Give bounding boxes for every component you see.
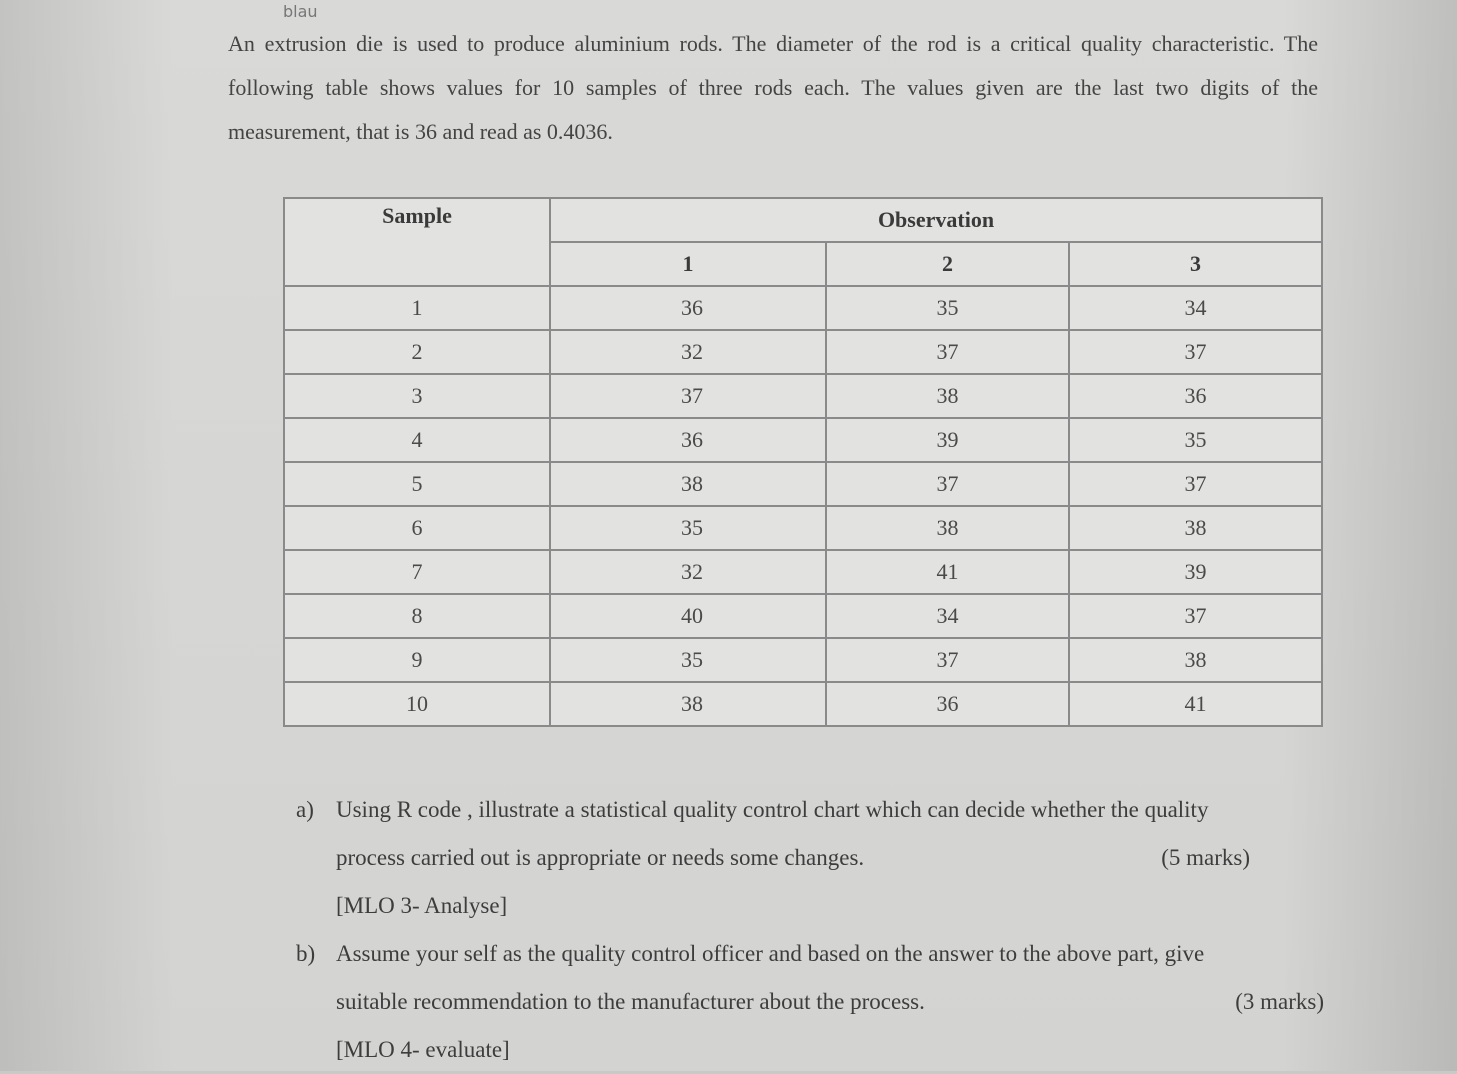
obs1-cell: 36: [550, 286, 826, 330]
observation-col-1: 1: [550, 242, 826, 286]
question-b-line1: Assume your self as the quality control officer and based on the answer to the above part, give: [336, 941, 1205, 966]
table-row: [284, 638, 1322, 682]
question-b-line2: suitable recommendation to the manufacturer about the process.: [336, 989, 925, 1014]
sample-cell: 7: [284, 550, 550, 594]
table-row: [284, 506, 1322, 550]
obs3-cell: 37: [1069, 330, 1322, 374]
question-a-label: a): [296, 797, 314, 822]
obs1-cell: 35: [550, 638, 826, 682]
obs2-cell: 34: [826, 594, 1069, 638]
obs3-cell: 41: [1069, 682, 1322, 726]
obs3-cell: 37: [1069, 462, 1322, 506]
obs1-cell: 38: [550, 682, 826, 726]
obs2-cell: 37: [826, 462, 1069, 506]
obs3-cell: 36: [1069, 374, 1322, 418]
obs2-cell: 37: [826, 330, 1069, 374]
obs3-cell: 38: [1069, 638, 1322, 682]
sample-header: Sample: [284, 198, 550, 286]
measurement-table: [283, 197, 1323, 727]
sample-cell: 1: [284, 286, 550, 330]
observation-header: Observation: [550, 198, 1322, 242]
obs3-cell: 37: [1069, 594, 1322, 638]
question-b-label: b): [296, 941, 316, 966]
sample-cell: 8: [284, 594, 550, 638]
question-b-line2-wrapper: [336, 978, 1346, 1026]
sample-cell: 6: [284, 506, 550, 550]
question-a-line2: process carried out is appropriate or needs some changes.: [336, 845, 865, 870]
sample-cell: 10: [284, 682, 550, 726]
questions-section: [296, 786, 1346, 1074]
question-a: [296, 786, 1346, 930]
question-a-line1: Using R code , illustrate a statistical quality control chart which can decide whether the quality: [336, 797, 1209, 822]
table-row: [284, 330, 1322, 374]
sample-cell: 4: [284, 418, 550, 462]
obs1-cell: 40: [550, 594, 826, 638]
observation-col-2: 2: [826, 242, 1069, 286]
obs2-cell: 37: [826, 638, 1069, 682]
header-note: blau: [283, 2, 318, 21]
obs1-cell: 35: [550, 506, 826, 550]
table-header-row: [284, 198, 1322, 242]
question-b-mlo: [MLO 4- evaluate]: [336, 1037, 510, 1062]
table-row: [284, 682, 1322, 726]
table-row: [284, 418, 1322, 462]
question-b-marks: (3 marks): [1235, 989, 1324, 1014]
question-a-line2-wrapper: [336, 834, 1346, 882]
obs1-cell: 36: [550, 418, 826, 462]
table-row: [284, 462, 1322, 506]
sample-cell: 5: [284, 462, 550, 506]
table-row: [284, 286, 1322, 330]
obs1-cell: 38: [550, 462, 826, 506]
question-a-mlo: [MLO 3- Analyse]: [336, 893, 508, 918]
question-b: [296, 930, 1346, 1074]
intro-paragraph: An extrusion die is used to produce aluminium rods. The diameter of the rod is a critical quality characteristic. The following table shows values for 10 samples of three rods each. The values given are the last two digits of the measurement, that is 36 and read as 0.4036.: [228, 31, 1318, 144]
obs3-cell: 34: [1069, 286, 1322, 330]
obs2-cell: 39: [826, 418, 1069, 462]
obs2-cell: 38: [826, 374, 1069, 418]
obs1-cell: 37: [550, 374, 826, 418]
obs1-cell: 32: [550, 330, 826, 374]
sample-cell: 2: [284, 330, 550, 374]
obs3-cell: 35: [1069, 418, 1322, 462]
obs2-cell: 38: [826, 506, 1069, 550]
table-row: [284, 374, 1322, 418]
data-table-wrapper: [283, 197, 1321, 727]
obs3-cell: 38: [1069, 506, 1322, 550]
observation-col-3: 3: [1069, 242, 1322, 286]
obs1-cell: 32: [550, 550, 826, 594]
obs2-cell: 36: [826, 682, 1069, 726]
sample-cell: 9: [284, 638, 550, 682]
obs2-cell: 35: [826, 286, 1069, 330]
obs3-cell: 39: [1069, 550, 1322, 594]
table-row: [284, 550, 1322, 594]
obs2-cell: 41: [826, 550, 1069, 594]
table-row: [284, 594, 1322, 638]
question-a-marks: (5 marks): [1161, 845, 1250, 870]
sample-cell: 3: [284, 374, 550, 418]
